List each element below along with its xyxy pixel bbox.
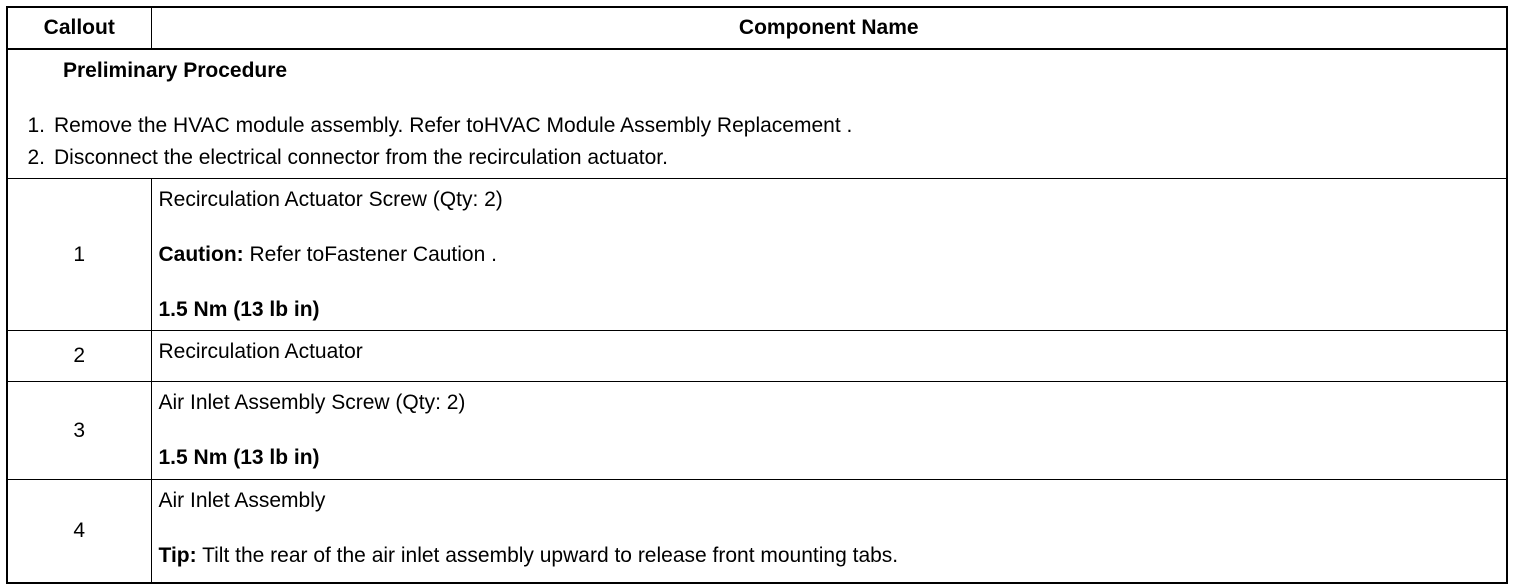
component-name: Recirculation Actuator <box>158 340 363 363</box>
caution-note <box>159 242 1507 269</box>
preliminary-row <box>7 49 1507 179</box>
tip-text: Tilt the rear of the air inlet assembly upward to release front mounting tabs. <box>196 544 899 567</box>
preliminary-steps <box>8 113 1506 177</box>
step-text: Disconnect the electrical connector from the recirculation actuator. <box>54 146 668 169</box>
fastener-caution-link[interactable]: Fastener Caution <box>324 243 486 266</box>
caution-text: Refer to <box>243 243 325 266</box>
step-text-after: . <box>840 114 853 137</box>
hvac-module-replacement-link[interactable]: HVAC Module Assembly Replacement <box>483 114 841 137</box>
tip-note <box>159 543 1507 570</box>
callout-number: 4 <box>7 480 151 584</box>
table-header-row <box>7 7 1507 49</box>
callout-number: 2 <box>7 331 151 382</box>
callout-number: 3 <box>7 382 151 480</box>
table-row <box>7 382 1507 480</box>
torque-spec: 1.5 Nm (13 lb in) <box>158 298 320 321</box>
callout-column-header: Callout <box>7 7 151 49</box>
component-name-column-header: Component Name <box>151 7 1507 49</box>
procedure-table <box>6 6 1508 584</box>
callout-number: 1 <box>7 179 151 331</box>
step-item <box>8 145 1506 177</box>
preliminary-cell <box>7 49 1507 179</box>
step-item <box>8 113 1506 145</box>
component-cell <box>151 331 1507 382</box>
caution-text-after: . <box>485 243 497 266</box>
table-row <box>7 179 1507 331</box>
component-cell <box>151 382 1507 480</box>
component-cell <box>151 179 1507 331</box>
preliminary-title: Preliminary Procedure <box>63 59 288 82</box>
step-text-before: Remove the HVAC module assembly. Refer to <box>54 114 484 137</box>
tip-label: Tip: <box>158 544 197 567</box>
step-number: 2. <box>27 146 45 169</box>
component-name: Recirculation Actuator Screw (Qty: 2) <box>158 188 503 211</box>
component-name: Air Inlet Assembly Screw (Qty: 2) <box>158 391 466 414</box>
caution-label: Caution: <box>158 243 244 266</box>
torque-spec: 1.5 Nm (13 lb in) <box>158 446 320 469</box>
table-row <box>7 480 1507 584</box>
table-row <box>7 331 1507 382</box>
step-text <box>54 113 852 145</box>
step-number: 1. <box>27 114 45 137</box>
component-cell <box>151 480 1507 584</box>
component-name: Air Inlet Assembly <box>158 489 326 512</box>
